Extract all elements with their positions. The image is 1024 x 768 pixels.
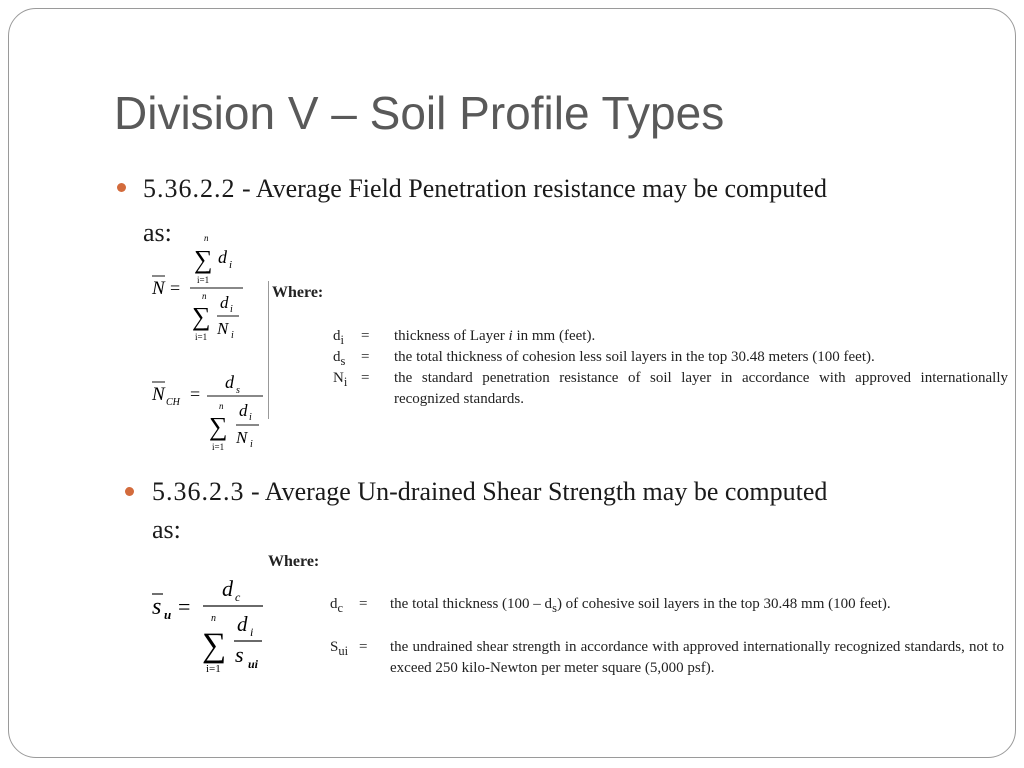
definitions-list-2 bbox=[330, 594, 1004, 704]
f3-lhs-sub: u bbox=[164, 607, 172, 622]
bullet1-line1 bbox=[143, 174, 827, 204]
f1-eq: = bbox=[170, 278, 181, 298]
bullet-marker bbox=[125, 487, 134, 496]
f2-den-sum: ∑ bbox=[209, 412, 228, 441]
def-symbol: $d_c$ bbox=[330, 596, 344, 615]
formula-group-1 bbox=[145, 232, 270, 454]
def-symbol: $N_i$ bbox=[333, 370, 348, 389]
f3-eq: = bbox=[178, 594, 191, 619]
def-symbol: $d_i$ bbox=[333, 328, 344, 347]
f3-den-sum-bottom: i=1 bbox=[206, 663, 221, 675]
f1-den-N: N bbox=[217, 319, 229, 338]
def-eq: = bbox=[359, 639, 368, 655]
f2-den-sum-bottom: i=1 bbox=[212, 442, 225, 452]
bullet1-code: 5.36.2.2 bbox=[143, 174, 236, 203]
f2-eq: = bbox=[190, 384, 201, 404]
f3-den-s: s bbox=[235, 642, 244, 667]
f2-den-sum-top: n bbox=[219, 401, 224, 411]
f1-num-sum: ∑ bbox=[194, 245, 213, 274]
f2-lhs: N bbox=[152, 384, 165, 405]
slide-title: Division V – Soil Profile Types bbox=[114, 87, 725, 139]
f1-den-sum-bottom: i=1 bbox=[195, 332, 208, 342]
bullet2-text: - Average Un-drained Shear Strength may be computed bbox=[244, 477, 828, 506]
bullet1-text: - Average Field Penetration resistance may be computed bbox=[235, 174, 828, 203]
def-desc: thickness of Layer i in mm (feet). bbox=[394, 328, 596, 344]
f1-den-d: d bbox=[220, 293, 229, 312]
def-desc: the total thickness of cohesion less soil layers in the top 30.48 meters (100 feet). bbox=[394, 349, 875, 365]
bullet2-line1 bbox=[152, 477, 827, 507]
bullet2-code: 5.36.2.3 bbox=[152, 477, 245, 506]
f1-lhs: N bbox=[152, 278, 165, 299]
def-eq: = bbox=[359, 596, 368, 612]
f3-num-sub: c bbox=[235, 590, 241, 604]
def-desc: the undrained shear strength in accordance with approved internationally recognized standards, not to exceed 250 kilo-Newton per meter square (5,000 psf). bbox=[390, 639, 1004, 676]
def-symbol: $S_{ui}$ bbox=[330, 639, 349, 658]
f1-den-sum-top: n bbox=[202, 291, 207, 301]
where-label-2: Where: bbox=[268, 553, 320, 570]
formula-n-bar bbox=[151, 233, 243, 342]
bullet1-cont: as: bbox=[143, 218, 172, 247]
def-desc: the standard penetration resistance of soil layer in accordance with approved internationally recognized standards. bbox=[394, 370, 1008, 407]
f3-den-sum: ∑ bbox=[202, 627, 227, 664]
formula-divider bbox=[268, 281, 269, 419]
bullet-marker bbox=[117, 183, 126, 192]
f2-lhs-sub: CH bbox=[166, 397, 180, 408]
bullet2-cont: as: bbox=[152, 515, 181, 544]
def-eq: = bbox=[361, 370, 370, 386]
f1-num-sum-bottom: i=1 bbox=[197, 275, 210, 285]
f3-den-s-sub: ui bbox=[248, 657, 259, 671]
f2-num-sub: s bbox=[236, 385, 240, 396]
f1-num-d: d bbox=[218, 247, 227, 267]
def-desc: the total thickness $(100 - d_s)$ of cohesive soil layers in the top 30.48 mm (100 feet). bbox=[390, 596, 891, 615]
f2-den-d-sub: i bbox=[249, 412, 252, 423]
f1-num-sum-top: n bbox=[204, 233, 209, 243]
formula-s-u bbox=[145, 572, 270, 678]
def-eq: = bbox=[361, 349, 370, 365]
def-symbol: $d_s$ bbox=[333, 349, 346, 368]
f2-den-d: d bbox=[239, 401, 248, 420]
def-eq: = bbox=[361, 328, 370, 344]
f1-den-d-sub: i bbox=[230, 304, 233, 315]
f2-den-N: N bbox=[236, 428, 248, 447]
f3-den-d: d bbox=[237, 612, 248, 636]
f3-den-d-sub: i bbox=[250, 625, 254, 639]
where-label-1: Where: bbox=[272, 284, 324, 301]
f1-den-N-sub: i bbox=[231, 330, 234, 341]
f2-num-d: d bbox=[225, 372, 234, 392]
f3-lhs: s bbox=[152, 594, 162, 620]
f3-num-d: d bbox=[222, 576, 233, 601]
f1-num-sub: i bbox=[229, 259, 233, 271]
formula-n-ch bbox=[151, 372, 263, 452]
f3-den-sum-top: n bbox=[211, 613, 216, 624]
f2-den-N-sub: i bbox=[250, 439, 253, 450]
definitions-list-1 bbox=[333, 326, 1008, 416]
f1-den-sum: ∑ bbox=[192, 302, 211, 331]
